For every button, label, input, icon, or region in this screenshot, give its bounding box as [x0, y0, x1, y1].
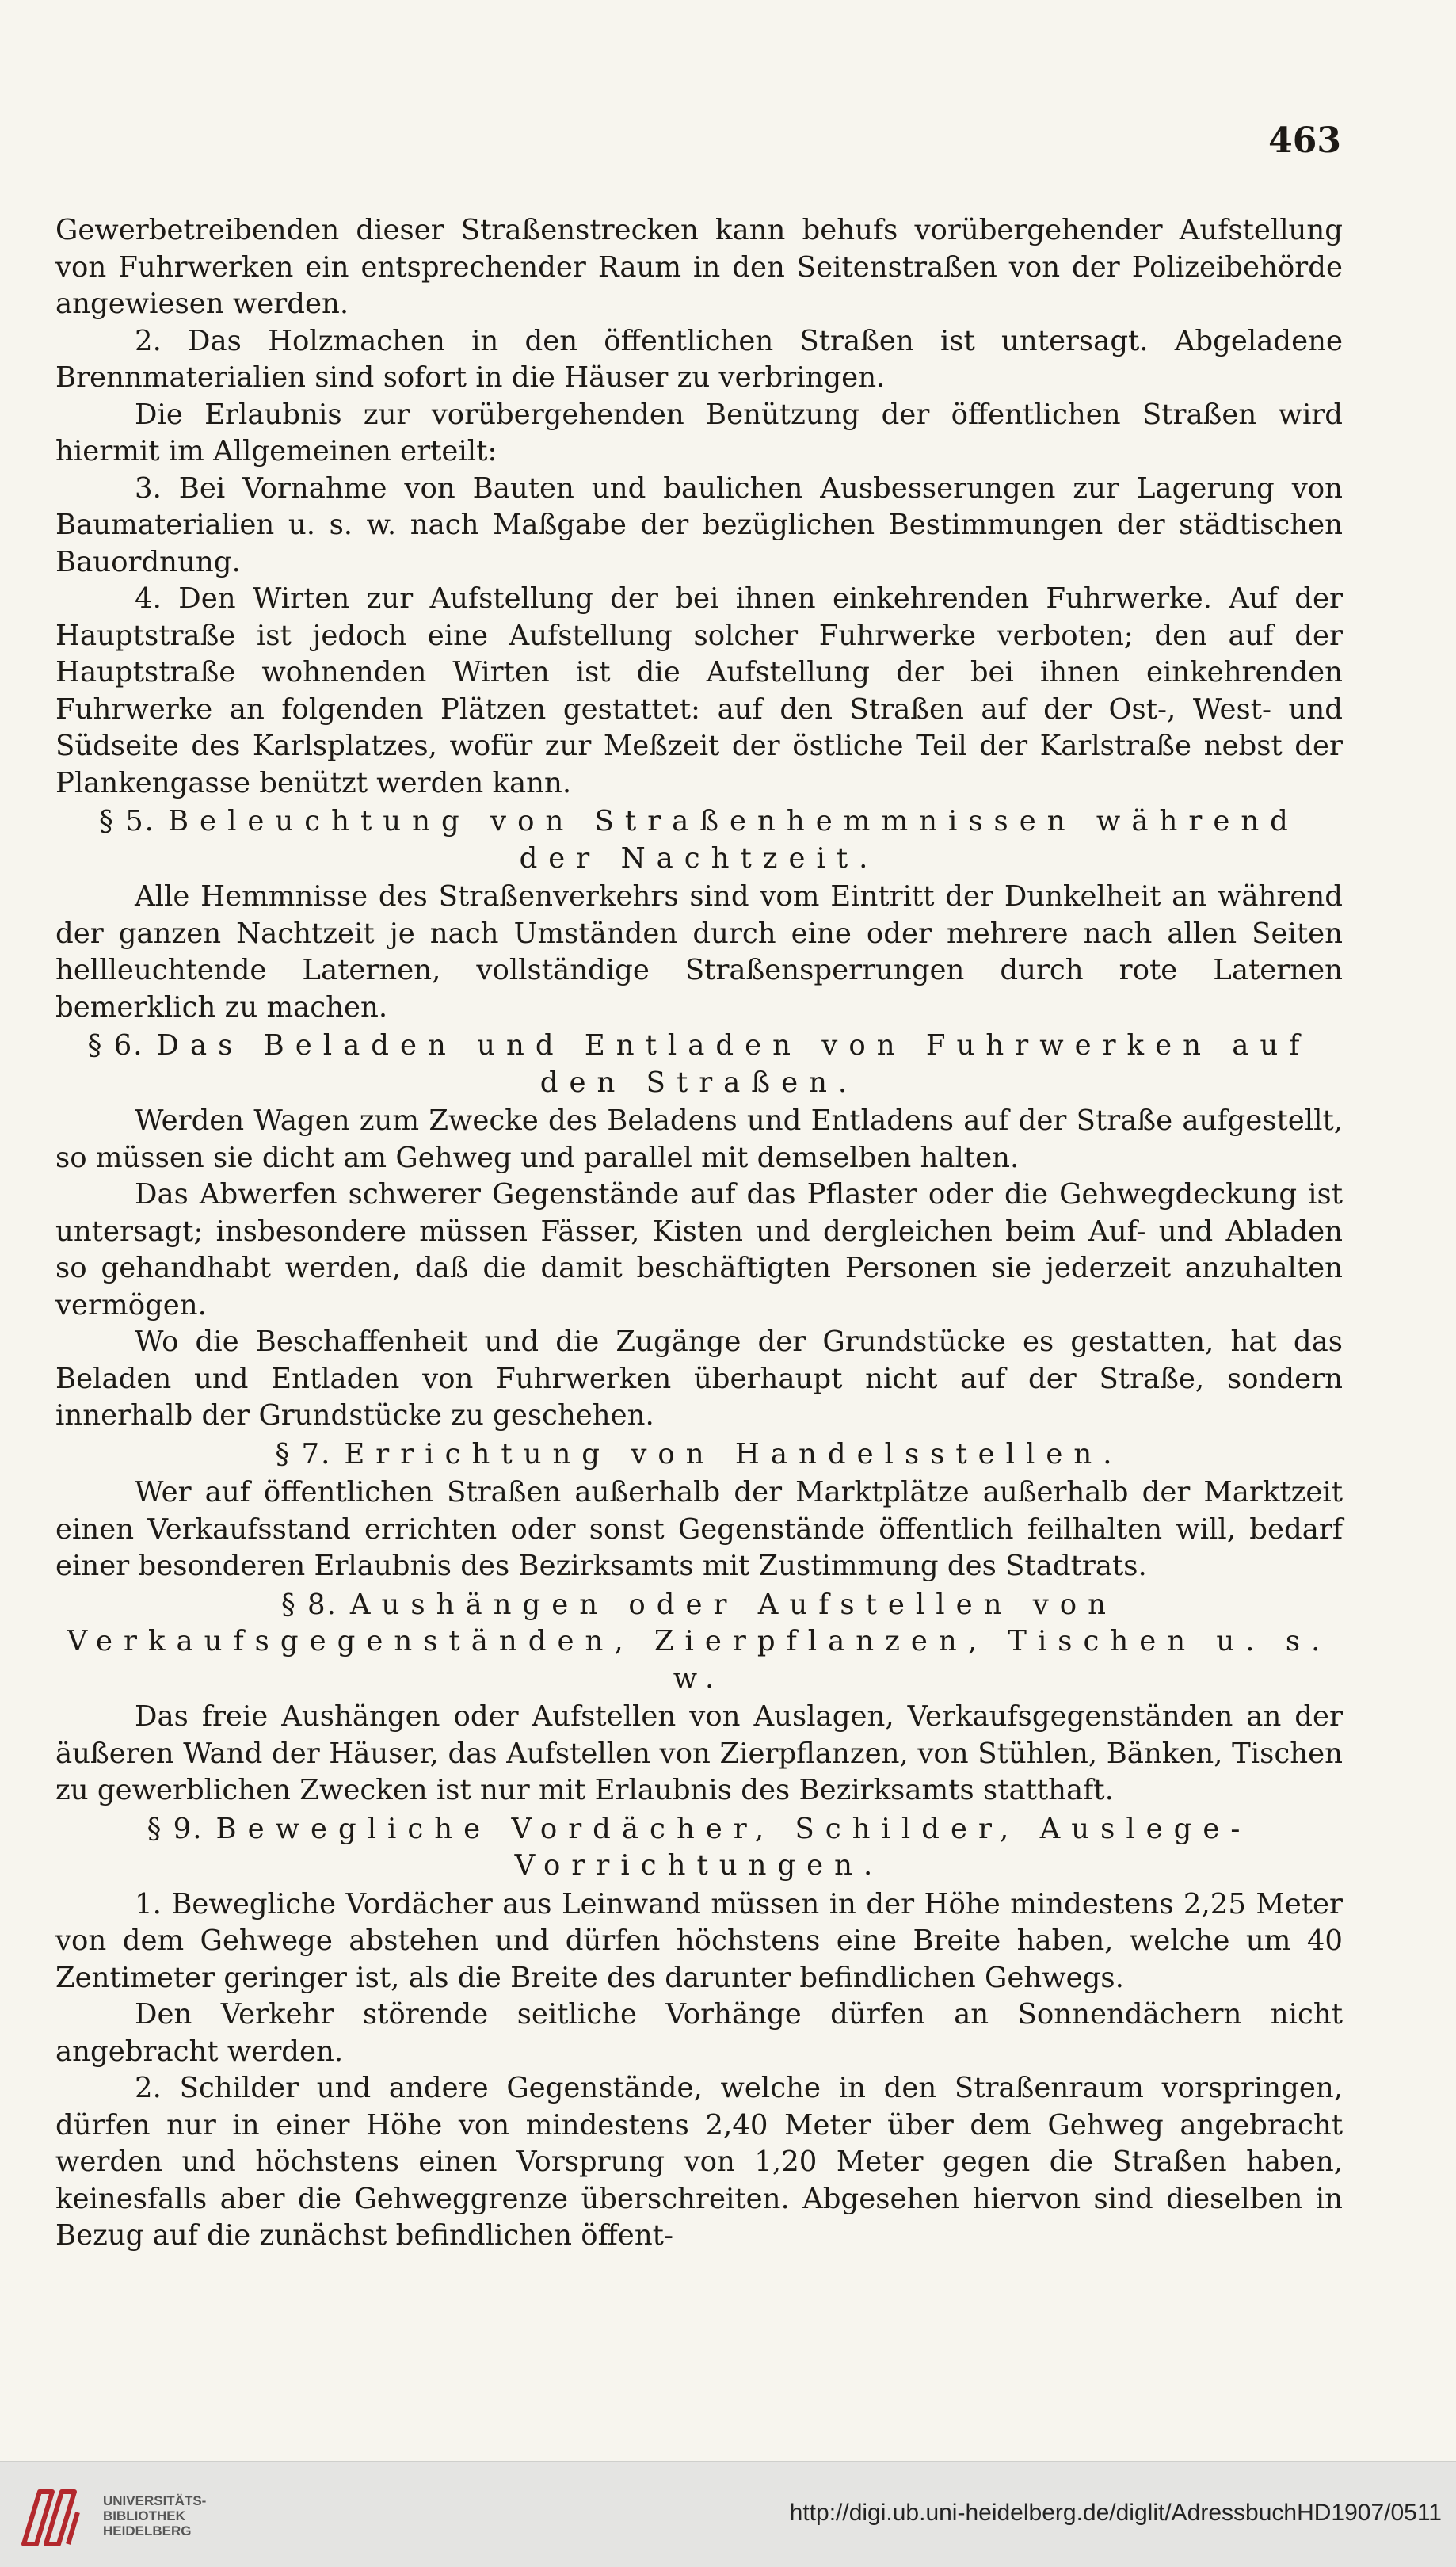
library-line-2: BIBLIOTHEK — [103, 2508, 185, 2523]
section-number: § 8. — [280, 1588, 337, 1621]
paragraph: Gewerbetreibenden dieser Straßenstrecken kann behufs vorübergehender Aufstellung von Fuhrwerken ein entsprechender Raum in den Seitenstraßen von der Polizeibehörde angewiesen werden. — [55, 214, 1343, 320]
source-url[interactable]: http://digi.ub.uni-heidelberg.de/diglit/AdressbuchHD1907/0511 — [789, 2500, 1442, 2526]
paragraph: 4. Den Wirten zur Aufstellung der bei ihnen einkehrenden Fuhrwerke. Auf der Hauptstraße ist jedoch eine Aufstellung solcher Fuhrwerke verboten; den auf der Hauptstraße wohnenden Wirten ist die Aufstellung der bei ihnen einkehrenden Fuhrwerke an folgenden Plätzen gestattet: auf den Straßen auf der Ost-, West- und Südseite des Karlsplatzes, wofür zur Meßzeit der östliche Teil der Karlstraße nebst der Plankengasse benützt werden kann. — [55, 582, 1343, 799]
paragraph: Wer auf öffentlichen Straßen außerhalb der Marktplätze außerhalb der Marktzeit einen Verkaufsstand errichten oder sonst Gegenstände öffentlich feilhalten will, bedarf einer besonderen Erlaubnis des Bezirksamts mit Zustimmung des Stadtrats. — [55, 1476, 1343, 1582]
page-number: 463 — [1268, 120, 1341, 161]
paragraph: 1. Bewegliche Vordächer aus Leinwand müssen in der Höhe mindestens 2,25 Meter von dem Gehwege abstehen und dürfen höchstens eine Breite haben, welche um 40 Zentimeter geringer ist, als die Breite des darunter befindlichen Gehwegs. — [55, 1887, 1343, 1994]
section-title: Bewegliche Vordächer, Schilder, Auslege-Vorrichtungen. — [215, 1812, 1252, 1882]
library-line-1: UNIVERSITÄTS- — [103, 2493, 207, 2508]
paragraph: Die Erlaubnis zur vorübergehenden Benützung der öffentlichen Straßen wird hiermit im Allgemeinen erteilt: — [55, 398, 1343, 467]
library-name — [103, 2493, 206, 2538]
library-logo-icon — [16, 2476, 92, 2552]
paragraph: 2. Schilder und andere Gegenstände, welche in den Straßenraum vorspringen, dürfen nur in einer Höhe von mindestens 2,40 Meter über dem Gehweg angebracht werden und höchstens einen Vorsprung von 1,20 Meter gegen die Straßen haben, keinesfalls aber die Gehweggrenze überschreiten. Abgesehen hiervon sind dieselben in Bezug auf die zunächst befindlichen öffent- — [55, 2072, 1343, 2252]
paragraph: Wo die Beschaffenheit und die Zugänge der Grundstücke es gestatten, hat das Beladen und Entladen von Fuhrwerken überhaupt nicht auf der Straße, sondern innerhalb der Grundstücke zu geschehen. — [55, 1325, 1343, 1432]
footer-bar — [0, 2461, 1456, 2567]
section-number: § 6. — [87, 1029, 144, 1062]
section-title: Beleuchtung von Straßenhemmnissen während der Nachtzeit. — [167, 805, 1299, 875]
section-heading — [55, 1436, 1343, 1474]
paragraph: Den Verkehr störende seitliche Vorhänge dürfen an Sonnendächern nicht angebracht werden. — [55, 1998, 1343, 2068]
paragraph: Das Abwerfen schwerer Gegenstände auf das Pflaster oder die Gehwegdeckung ist untersagt; insbesondere müssen Fässer, Kisten und dergleichen beim Auf- und Abladen so gehandhabt werden, daß die damit beschäftigten Personen sie jederzeit anzuhalten vermögen. — [55, 1178, 1343, 1322]
paragraph: Alle Hemmnisse des Straßenverkehrs sind vom Eintritt der Dunkelheit an während der ganzen Nachtzeit je nach Umständen durch eine oder mehrere nach allen Seiten hellleuchtende Laternen, vollständige Straßensperrungen durch rote Laternen bemerklich zu machen. — [55, 880, 1343, 1024]
section-heading — [55, 1587, 1343, 1698]
section-number: § 5. — [99, 805, 155, 837]
paragraph: Das freie Aushängen oder Aufstellen von Auslagen, Verkaufsgegenständen an der äußeren Wand der Häuser, das Aufstellen von Zierpflanzen, von Stühlen, Bänken, Tischen zu gewerblichen Zwecken ist nur mit Erlaubnis des Bezirksamts statthaft. — [55, 1700, 1343, 1806]
section-title: Das Beladen und Entladen von Fuhrwerken auf den Straßen. — [156, 1029, 1311, 1099]
section-title: Errichtung von Handelsstellen. — [344, 1437, 1123, 1470]
page-text — [55, 212, 1343, 2255]
library-line-3: HEIDELBERG — [103, 2523, 192, 2538]
paragraph: Werden Wagen zum Zwecke des Beladens und Entladens auf der Straße aufgestellt, so müssen sie dicht am Gehweg und parallel mit demselben halten. — [55, 1104, 1343, 1174]
section-title: Aushängen oder Aufstellen von Verkaufsgegenständen, Zierpflanzen, Tischen u. s. w. — [67, 1588, 1332, 1695]
section-number: § 7. — [275, 1437, 332, 1470]
section-heading — [55, 1811, 1343, 1885]
paragraph: 2. Das Holzmachen in den öffentlichen Straßen ist untersagt. Abgeladene Brennmaterialien sind sofort in die Häuser zu verbringen. — [55, 324, 1343, 394]
section-heading — [55, 1028, 1343, 1101]
section-number: § 9. — [147, 1812, 204, 1845]
section-heading — [55, 803, 1343, 877]
paragraph: 3. Bei Vornahme von Bauten und baulichen Ausbesserungen zur Lagerung von Baumaterialien u. s. w. nach Maßgabe der bezüglichen Bestimmungen der städtischen Bauordnung. — [55, 471, 1343, 578]
